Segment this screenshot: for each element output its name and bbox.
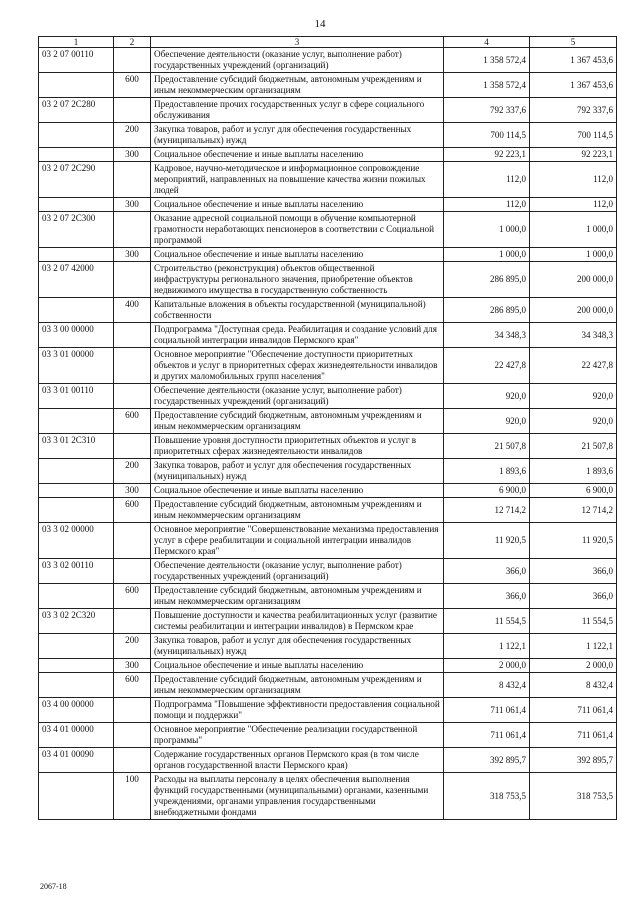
amount-col4-cell: 92 223,1 (444, 148, 530, 162)
code-cell (39, 459, 114, 484)
expense-type-cell (114, 384, 151, 409)
column-header: 3 (151, 37, 444, 48)
amount-col4-cell: 711 061,4 (444, 698, 530, 723)
code-cell: 03 3 02 00110 (39, 559, 114, 584)
code-cell: 03 3 00 00000 (39, 323, 114, 348)
column-header: 5 (530, 37, 617, 48)
description-cell: Предоставление субсидий бюджетным, автономным учреждениям и иным некоммерческим организациям (151, 498, 444, 523)
amount-col5-cell: 200 000,0 (530, 262, 617, 298)
table-row (39, 48, 617, 73)
amount-col5-cell: 700 114,5 (530, 123, 617, 148)
amount-col5-cell: 1 367 453,6 (530, 73, 617, 98)
amount-col5-cell: 34 348,3 (530, 323, 617, 348)
expense-type-cell (114, 98, 151, 123)
table-row (39, 298, 617, 323)
table-row (39, 323, 617, 348)
table-row (39, 162, 617, 198)
amount-col5-cell: 711 061,4 (530, 698, 617, 723)
description-cell: Предоставление субсидий бюджетным, автономным учреждениям и иным некоммерческим организациям (151, 409, 444, 434)
table-row (39, 634, 617, 659)
description-cell: Повышение доступности и качества реабилитационных услуг (развитие системы реабилитации и интеграции инвалидов) в Пермском крае (151, 609, 444, 634)
table-row (39, 98, 617, 123)
amount-col4-cell: 1 000,0 (444, 212, 530, 248)
amount-col4-cell: 392 895,7 (444, 748, 530, 773)
amount-col5-cell: 200 000,0 (530, 298, 617, 323)
code-cell (39, 484, 114, 498)
amount-col4-cell: 1 122,1 (444, 634, 530, 659)
code-cell: 03 3 01 00110 (39, 384, 114, 409)
table-row (39, 123, 617, 148)
description-cell: Социальное обеспечение и иные выплаты населению (151, 248, 444, 262)
amount-col4-cell: 22 427,8 (444, 348, 530, 384)
table-row (39, 523, 617, 559)
description-cell: Расходы на выплаты персоналу в целях обеспечения выполнения функций государственными (муниципальными) органами, казенными учреждениями, органами управления государственными внебюджетными фондами (151, 773, 444, 820)
table-row (39, 212, 617, 248)
code-cell (39, 659, 114, 673)
code-cell: 03 3 01 2С310 (39, 434, 114, 459)
amount-col5-cell: 366,0 (530, 559, 617, 584)
amount-col4-cell: 1 893,6 (444, 459, 530, 484)
code-cell (39, 148, 114, 162)
description-cell: Закупка товаров, работ и услуг для обеспечения государственных (муниципальных) нужд (151, 459, 444, 484)
expense-type-cell (114, 559, 151, 584)
amount-col4-cell: 792 337,6 (444, 98, 530, 123)
expense-type-cell (114, 323, 151, 348)
amount-col5-cell: 11 920,5 (530, 523, 617, 559)
expense-type-cell: 300 (114, 484, 151, 498)
code-cell: 03 4 00 00000 (39, 698, 114, 723)
amount-col5-cell: 792 337,6 (530, 98, 617, 123)
expense-type-cell: 200 (114, 459, 151, 484)
amount-col5-cell: 1 000,0 (530, 212, 617, 248)
amount-col5-cell: 12 714,2 (530, 498, 617, 523)
expense-type-cell (114, 434, 151, 459)
description-cell: Оказание адресной социальной помощи в обучение компьютерной грамотности неработающих пенсионеров в соответствии с Социальной программой (151, 212, 444, 248)
table-row (39, 148, 617, 162)
code-cell (39, 584, 114, 609)
amount-col4-cell: 286 895,0 (444, 298, 530, 323)
budget-table (38, 36, 617, 820)
table-row (39, 498, 617, 523)
amount-col4-cell: 1 000,0 (444, 248, 530, 262)
table-row (39, 409, 617, 434)
table-row (39, 584, 617, 609)
amount-col4-cell: 34 348,3 (444, 323, 530, 348)
expense-type-cell: 100 (114, 773, 151, 820)
amount-col4-cell: 711 061,4 (444, 723, 530, 748)
description-cell: Основное мероприятие "Совершенствование механизма предоставления услуг в сфере реабилитации и социальной интеграции инвалидов Пермского края" (151, 523, 444, 559)
expense-type-cell (114, 609, 151, 634)
amount-col4-cell: 1 358 572,4 (444, 48, 530, 73)
table-row (39, 698, 617, 723)
amount-col4-cell: 11 554,5 (444, 609, 530, 634)
column-header: 4 (444, 37, 530, 48)
amount-col4-cell: 366,0 (444, 559, 530, 584)
table-row (39, 673, 617, 698)
column-header: 1 (39, 37, 114, 48)
amount-col5-cell: 22 427,8 (530, 348, 617, 384)
amount-col4-cell: 318 753,5 (444, 773, 530, 820)
table-row (39, 748, 617, 773)
expense-type-cell: 600 (114, 498, 151, 523)
expense-type-cell (114, 262, 151, 298)
expense-type-cell: 600 (114, 409, 151, 434)
amount-col5-cell: 1 367 453,6 (530, 48, 617, 73)
description-cell: Социальное обеспечение и иные выплаты населению (151, 198, 444, 212)
amount-col5-cell: 920,0 (530, 384, 617, 409)
table-header-row (39, 37, 617, 48)
amount-col4-cell: 366,0 (444, 584, 530, 609)
amount-col5-cell: 1 893,6 (530, 459, 617, 484)
amount-col5-cell: 920,0 (530, 409, 617, 434)
description-cell: Строительство (реконструкция) объектов общественной инфраструктуры регионального значения, приобретение объектов недвижимого имущества в государственную собственность (151, 262, 444, 298)
amount-col4-cell: 286 895,0 (444, 262, 530, 298)
document-code: 2067-18 (40, 882, 67, 891)
amount-col5-cell: 392 895,7 (530, 748, 617, 773)
description-cell: Социальное обеспечение и иные выплаты населению (151, 148, 444, 162)
table-row (39, 459, 617, 484)
table-row (39, 559, 617, 584)
table-row (39, 609, 617, 634)
expense-type-cell (114, 48, 151, 73)
expense-type-cell: 400 (114, 298, 151, 323)
code-cell (39, 198, 114, 212)
code-cell (39, 123, 114, 148)
amount-col5-cell: 318 753,5 (530, 773, 617, 820)
code-cell: 03 2 07 00110 (39, 48, 114, 73)
expense-type-cell (114, 698, 151, 723)
description-cell: Социальное обеспечение и иные выплаты населению (151, 659, 444, 673)
code-cell: 03 4 01 00000 (39, 723, 114, 748)
expense-type-cell (114, 348, 151, 384)
code-cell (39, 298, 114, 323)
description-cell: Обеспечение деятельности (оказание услуг, выполнение работ) государственных учреждений (организаций) (151, 384, 444, 409)
code-cell (39, 73, 114, 98)
expense-type-cell (114, 162, 151, 198)
amount-col5-cell: 1 000,0 (530, 248, 617, 262)
table-row (39, 384, 617, 409)
expense-type-cell: 600 (114, 584, 151, 609)
amount-col4-cell: 8 432,4 (444, 673, 530, 698)
table-row (39, 434, 617, 459)
description-cell: Предоставление субсидий бюджетным, автономным учреждениям и иным некоммерческим организациям (151, 673, 444, 698)
code-cell (39, 409, 114, 434)
description-cell: Повышение уровня доступности приоритетных объектов и услуг в приоритетных сферах жизнедеятельности инвалидов (151, 434, 444, 459)
amount-col5-cell: 711 061,4 (530, 723, 617, 748)
description-cell: Подпрограмма "Повышение эффективности предоставления социальной помощи и поддержки" (151, 698, 444, 723)
description-cell: Предоставление субсидий бюджетным, автономным учреждениям и иным некоммерческим организациям (151, 584, 444, 609)
page-number: 14 (314, 18, 326, 30)
expense-type-cell: 200 (114, 634, 151, 659)
table-row (39, 659, 617, 673)
description-cell: Подпрограмма "Доступная среда. Реабилитация и создание условий для социальной интеграции инвалидов Пермского края" (151, 323, 444, 348)
table-row (39, 198, 617, 212)
amount-col5-cell: 112,0 (530, 162, 617, 198)
table-row (39, 723, 617, 748)
amount-col5-cell: 366,0 (530, 584, 617, 609)
amount-col5-cell: 6 900,0 (530, 484, 617, 498)
amount-col4-cell: 21 507,8 (444, 434, 530, 459)
code-cell: 03 2 07 2С280 (39, 98, 114, 123)
code-cell (39, 634, 114, 659)
amount-col4-cell: 700 114,5 (444, 123, 530, 148)
description-cell: Предоставление субсидий бюджетным, автономным учреждениям и иным некоммерческим организациям (151, 73, 444, 98)
code-cell (39, 498, 114, 523)
description-cell: Социальное обеспечение и иные выплаты населению (151, 484, 444, 498)
table-row (39, 348, 617, 384)
amount-col4-cell: 112,0 (444, 198, 530, 212)
description-cell: Основное мероприятие "Обеспечение реализации государственной программы" (151, 723, 444, 748)
description-cell: Кадровое, научно-методическое и информационное сопровождение мероприятий, направленных на повышение качества жизни пожилых людей (151, 162, 444, 198)
expense-type-cell: 200 (114, 123, 151, 148)
code-cell: 03 3 02 2С320 (39, 609, 114, 634)
table-row (39, 484, 617, 498)
description-cell: Основное мероприятие "Обеспечение доступности приоритетных объектов и услуг в приоритетных сферах жизнедеятельности инвалидов и других маломобильных групп населения" (151, 348, 444, 384)
table-row (39, 262, 617, 298)
description-cell: Закупка товаров, работ и услуг для обеспечения государственных (муниципальных) нужд (151, 123, 444, 148)
code-cell: 03 3 02 00000 (39, 523, 114, 559)
code-cell: 03 2 07 42000 (39, 262, 114, 298)
description-cell: Предоставление прочих государственных услуг в сфере социального обслуживания (151, 98, 444, 123)
amount-col5-cell: 112,0 (530, 198, 617, 212)
description-cell: Закупка товаров, работ и услуг для обеспечения государственных (муниципальных) нужд (151, 634, 444, 659)
table-row (39, 248, 617, 262)
expense-type-cell: 300 (114, 248, 151, 262)
expense-type-cell: 300 (114, 148, 151, 162)
code-cell: 03 4 01 00090 (39, 748, 114, 773)
code-cell (39, 673, 114, 698)
amount-col5-cell: 92 223,1 (530, 148, 617, 162)
code-cell (39, 773, 114, 820)
expense-type-cell (114, 748, 151, 773)
amount-col4-cell: 920,0 (444, 384, 530, 409)
amount-col4-cell: 11 920,5 (444, 523, 530, 559)
amount-col5-cell: 21 507,8 (530, 434, 617, 459)
expense-type-cell: 300 (114, 659, 151, 673)
description-cell: Обеспечение деятельности (оказание услуг, выполнение работ) государственных учреждений (организаций) (151, 559, 444, 584)
table-row (39, 73, 617, 98)
expense-type-cell: 600 (114, 673, 151, 698)
amount-col4-cell: 1 358 572,4 (444, 73, 530, 98)
expense-type-cell: 300 (114, 198, 151, 212)
code-cell: 03 3 01 00000 (39, 348, 114, 384)
amount-col5-cell: 8 432,4 (530, 673, 617, 698)
table-row (39, 773, 617, 820)
expense-type-cell (114, 723, 151, 748)
code-cell: 03 2 07 2С300 (39, 212, 114, 248)
amount-col4-cell: 920,0 (444, 409, 530, 434)
description-cell: Обеспечение деятельности (оказание услуг, выполнение работ) государственных учреждений (организаций) (151, 48, 444, 73)
amount-col5-cell: 2 000,0 (530, 659, 617, 673)
amount-col4-cell: 112,0 (444, 162, 530, 198)
expense-type-cell: 600 (114, 73, 151, 98)
amount-col5-cell: 11 554,5 (530, 609, 617, 634)
description-cell: Капитальные вложения в объекты государственной (муниципальной) собственности (151, 298, 444, 323)
column-header: 2 (114, 37, 151, 48)
code-cell: 03 2 07 2С290 (39, 162, 114, 198)
expense-type-cell (114, 212, 151, 248)
amount-col4-cell: 12 714,2 (444, 498, 530, 523)
expense-type-cell (114, 523, 151, 559)
amount-col4-cell: 2 000,0 (444, 659, 530, 673)
amount-col5-cell: 1 122,1 (530, 634, 617, 659)
description-cell: Содержание государственных органов Пермского края (в том числе органов государственной власти Пермского края) (151, 748, 444, 773)
amount-col4-cell: 6 900,0 (444, 484, 530, 498)
code-cell (39, 248, 114, 262)
